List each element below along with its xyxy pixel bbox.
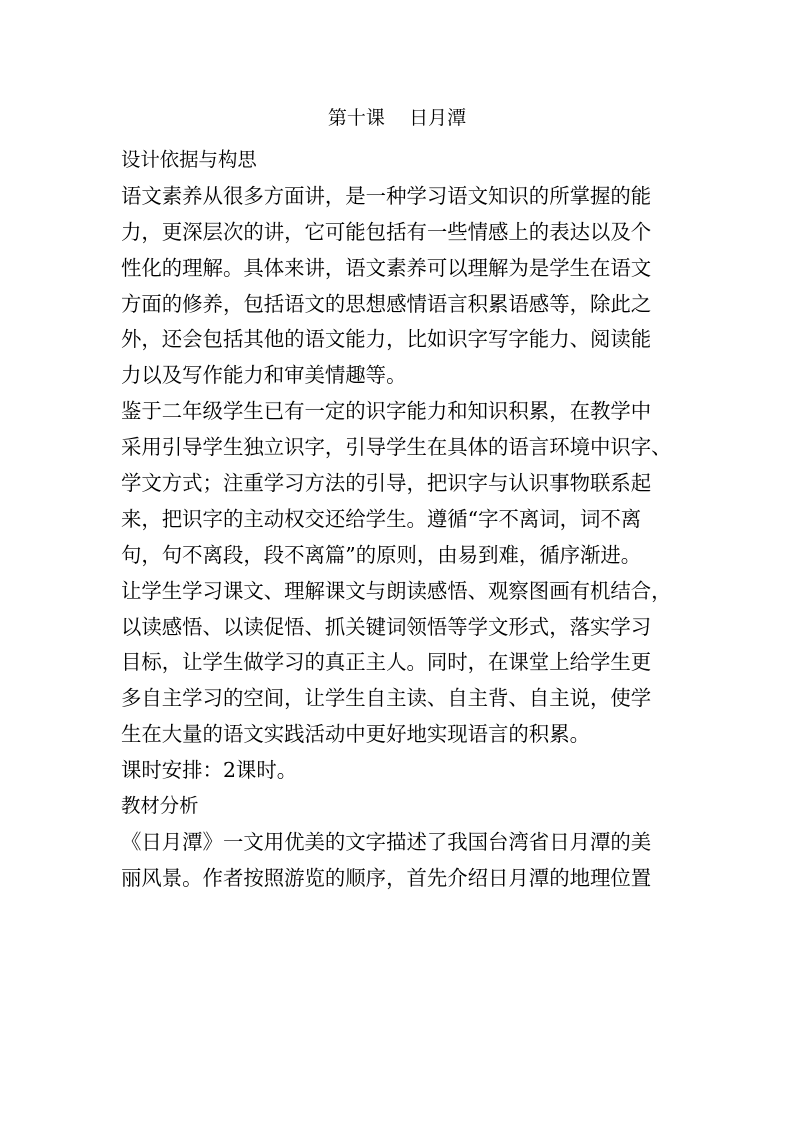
text-line: 生在大量的语文实践活动中更好地实现语言的积累。: [121, 722, 590, 747]
text-line: 让学生学习课文、理解课文与朗读感悟、观察图画有机结合，: [121, 578, 672, 603]
text-line: 语文素养从很多方面讲，是一种学习语文知识的所掌握的能: [121, 183, 652, 208]
text-line: 目标，让学生做学习的真正主人。同时，在课堂上给学生更: [121, 650, 652, 675]
text-line: 方面的修养，包括语文的思想感情语言积累语感等，除此之: [121, 291, 652, 316]
text-line: 句，句不离段，段不离篇”的原则，由易到难，循序渐进。: [121, 542, 642, 567]
text-line: 多自主学习的空间，让学生自主读、自主背、自主说，使学: [121, 686, 652, 711]
schedule-line: 课时安排：2课时。: [121, 758, 298, 783]
text-line: 外，还会包括其他的语文能力，比如识字写字能力、阅读能: [121, 327, 652, 352]
body-text: [121, 145, 711, 899]
text-line: 鉴于二年级学生已有一定的识字能力和知识积累，在教学中: [121, 399, 652, 424]
text-line: 来，把识字的主动权交还给学生。遵循“字不离词，词不离: [121, 506, 642, 531]
text-line: 《日月潭》一文用优美的文字描述了我国台湾省日月潭的美: [121, 829, 652, 854]
text-line: 丽风景。作者按照游览的顺序，首先介绍日月潭的地理位置: [121, 865, 652, 890]
text-line: 性化的理解。具体来讲，语文素养可以理解为是学生在语文: [121, 255, 652, 280]
text-line: 力以及写作能力和审美情趣等。: [121, 363, 407, 388]
text-line: 以读感悟、以读促悟、抓关键词领悟等学文形式，落实学习: [121, 614, 652, 639]
lesson-title: 第十课 日月潭: [327, 107, 467, 129]
text-line: 力，更深层次的讲，它可能包括有一些情感上的表达以及个: [121, 219, 652, 244]
section-heading-analysis: 教材分析: [121, 794, 199, 818]
section-heading-design: 设计依据与构思: [121, 148, 257, 171]
text-line: 采用引导学生独立识字，引导学生在具体的语言环境中识字、: [121, 435, 672, 460]
text-line: 学文方式；注重学习方法的引导，把识字与认识事物联系起: [121, 471, 652, 496]
